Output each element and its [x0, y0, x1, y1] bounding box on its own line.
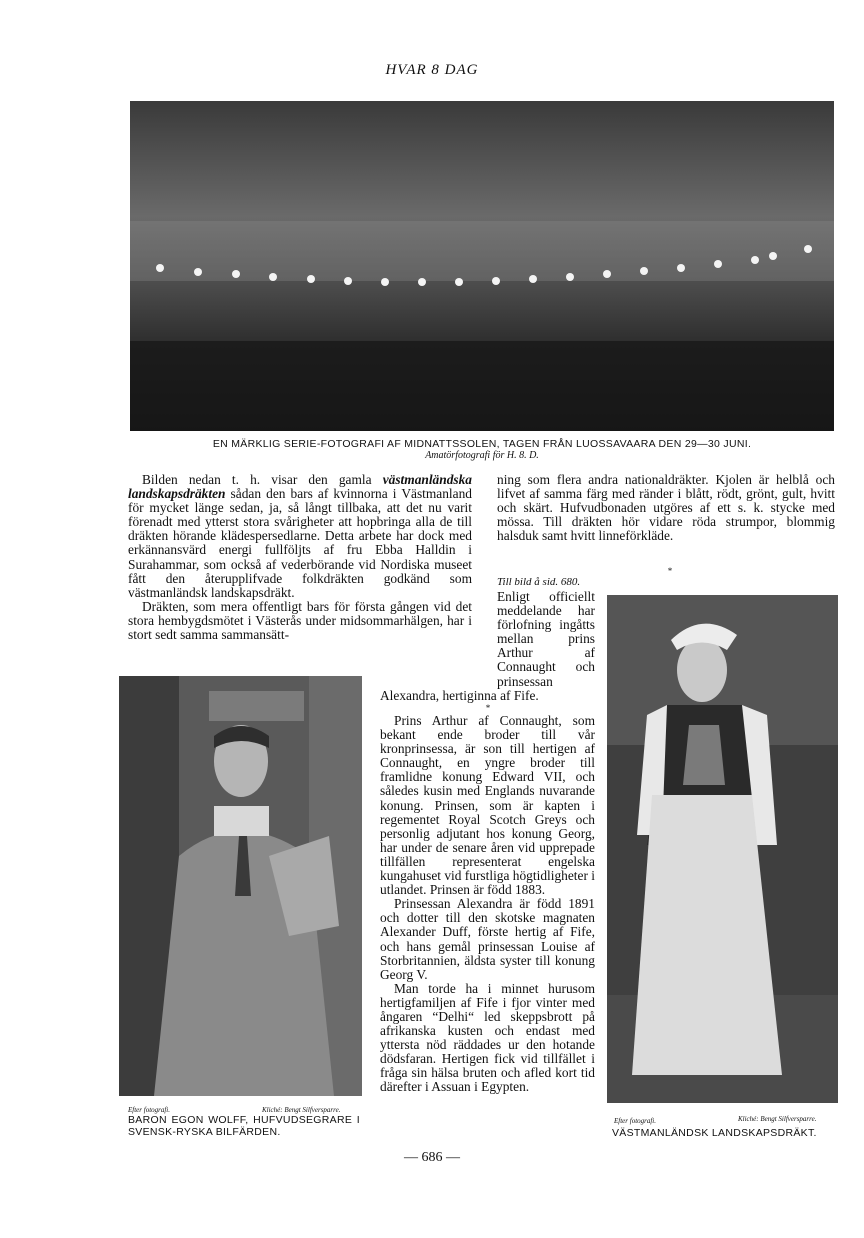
baron-wolff-image — [119, 676, 362, 1096]
page-number: — 686 — — [404, 1150, 460, 1165]
costume-lead: Bilden nedan t. h. visar den gamla — [142, 472, 383, 487]
costume-paragraph-2: Dräkten, som mera offentligt bars för första gången vid det stora hembygdsmötet i Västerås under midsommarhälgen, har i stort sedt samma sammansätt- — [128, 598, 472, 643]
engagement-intro — [380, 590, 595, 702]
costume-image — [607, 595, 838, 1103]
top-photo-caption: EN MÄRKLIG SERIE-FOTOGRAFI AF MIDNATTSSOLEN, TAGEN FRÅN LUOSSAVAARA DEN 29—30 JUNI. — [212, 438, 752, 450]
engagement-paragraph-3: Man torde ha i minnet hurusom hertigfamiljen af Fife i fjor vinter med ångaren “Delhi“ led skeppsbrott på afrikanska kusten och endast med yttersta nöd räddades ur den hotande dödsfaran. Hertigen fick vid tillfället i fråga sin hälsa bruten och afled kort tid därefter i Assuan i Egypten. — [380, 980, 595, 1095]
page-header: HVAR 8 DAG — [385, 62, 479, 78]
right-photo-kliche: Kliché: Bengt Silfversparre. — [738, 1115, 817, 1123]
left-photo-caption: BARON EGON WOLFF, HUFVUDSEGRARE I SVENSK-RYSKA BILFÄRDEN. — [128, 1114, 360, 1138]
left-photo-kliche: Kliché: Bengt Silfversparre. — [262, 1106, 341, 1114]
engagement-paragraph-2: Prinsessan Alexandra är född 1891 och dotter till den skotske magnaten Alexander Duff, förste hertig af Fife, och hans gemål prinsessan Louise af Storbritannien, äldsta syster till konung Georg V. — [380, 896, 595, 982]
separator-star: * — [667, 566, 673, 576]
midnight-sun-image — [130, 101, 834, 431]
costume-article-right — [497, 473, 835, 543]
separator-star-2: * — [485, 703, 491, 713]
engagement-article — [380, 714, 595, 1095]
costume-photo — [607, 595, 838, 1103]
midnight-sun-photo — [130, 101, 834, 431]
costume-emphasis: västmanländska landskapsdräkten — [128, 472, 472, 502]
article-reference: Till bild å sid. 680. — [497, 576, 581, 588]
intro-spacer — [380, 590, 497, 676]
costume-paragraph-1 — [128, 473, 472, 600]
left-photo-credit: Efter fotografi. — [128, 1106, 170, 1114]
right-photo-caption: VÄSTMANLÄNDSK LANDSKAPSDRÄKT. — [612, 1127, 817, 1139]
costume-body: sådan den bars af kvinnorna i Västmanland för mycket länge sedan, ja, så långt tillbaka, att det nu varit förenadt med ytterst stora svårigheter att hopbringa alla de till dräkten hörande klädespersedlarne. Detta arbete har dock med erkännansvärd energi fullföljts af fru Ebba Halldin i Surahammar, som också af vederbörande vid Nordiska museet fått den återupplifvade folkdräkten godkänd som västmanländsk landskapsdräkt. — [128, 486, 472, 600]
engagement-paragraph-1: Prins Arthur af Connaught, som bekant ende broder till vår kronprinsessa, är son till hertigen af Connaught, en yngre broder till framlidne konung Edward VII, och således kusin med Englands nuvarande konung. Prinsen, som är kapten i regementet Royal Scotch Greys och personlig adjutant hos konung Georg, har under de senare åren vid upprepade tillfällen representerat engelska kungahuset vid furstliga högtidligheter i utlandet. Prinsen är född 1883. — [380, 713, 595, 898]
top-photo-credit: Amatörfotografi för H. 8. D. — [425, 450, 539, 461]
engagement-intro-text: Enligt officiellt meddelande har förlofning ingåtts mellan prins Arthur af Connaught och prinsessan Alexandra, hertiginna af Fife. — [380, 589, 595, 703]
costume-paragraph-3: ning som flera andra nationaldräkter. Kjolen är helblå och lifvet af samma färg med ränder i blått, rödt, grönt, gult, hvitt och skärt. Hufvudbonaden utgöres af ett s. k. stycke med mössa. Till dräkten hör vidare röda strumpor, blommig halsduk samt hvitt linneförkläde. — [497, 472, 835, 544]
right-photo-credit: Efter fotografi. — [614, 1117, 656, 1125]
baron-wolff-photo — [119, 676, 362, 1096]
